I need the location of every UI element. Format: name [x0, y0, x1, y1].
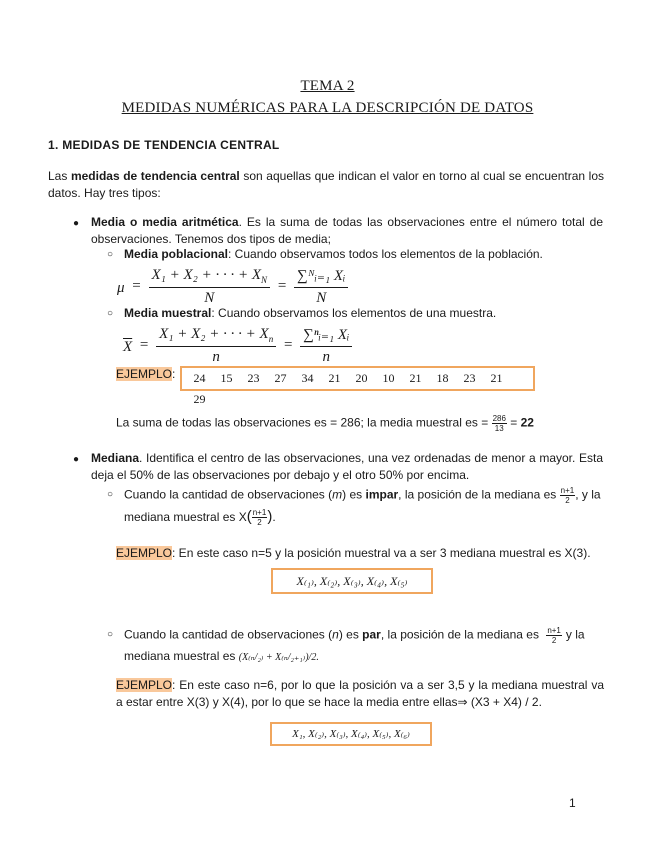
- ejemplo-colon: :: [172, 367, 176, 381]
- par-post2: y la: [565, 627, 585, 642]
- impar-line2-end: .: [272, 510, 276, 524]
- ejemplo-values-box: [180, 366, 535, 406]
- pob-numerator: X₁ + X₂ + · · · + X: [151, 266, 262, 283]
- impar-post2: , y la: [575, 487, 601, 502]
- frac-den: 2: [551, 636, 557, 645]
- mue-sum-fraction: [300, 325, 352, 366]
- media-text: . Es la suma de todas las observaciones entre el número total de observaciones. Tenemos dos tipos de media;: [91, 215, 604, 246]
- section-heading: 1. MEDIDAS DE TENDENCIA CENTRAL: [48, 138, 280, 152]
- value: 10: [382, 371, 395, 385]
- pob-fraction: [149, 267, 271, 307]
- poblacional-line: [124, 246, 543, 263]
- value: 29: [193, 392, 206, 406]
- formula-poblacional: μ = $\frac{X_1 + X_2 + \cdot \cdot \cdot + X_N}{N}$ = $\frac{\text{∑ᴺᵢ₌₁ Xᵢ}}{N}$: [117, 266, 348, 307]
- pob-sum-denominator: N: [316, 290, 327, 306]
- impar-line2-fraction: [252, 508, 268, 527]
- mue-numerator: X₁ + X₂ + · · · + X: [159, 325, 269, 342]
- par-pre: Cuando la cantidad de observaciones (: [124, 627, 333, 642]
- par-bold: par: [362, 627, 381, 642]
- mediana-text: . Identifica el centro de las observaciones, una vez ordenadas de menor a mayor. Esta deja el 50% de las observaciones por debajo y el otro 50% por encima.: [91, 451, 603, 482]
- suma-num: 286: [492, 414, 506, 423]
- mediana-paragraph: [91, 450, 603, 484]
- muestral-label: Media muestral: [124, 306, 212, 320]
- impar-post: , la posición de la mediana es: [398, 487, 557, 502]
- intro-post: son aquellas que indican el valor en torno al cual se encuentran los datos. Hay tres tipos:: [48, 169, 604, 200]
- intro-bold: medidas de tendencia central: [70, 169, 240, 183]
- document-subtitle: MEDIDAS NUMÉRICAS PARA LA DESCRIPCIÓN DE DATOS: [121, 100, 534, 116]
- par-line2: [124, 648, 319, 666]
- value: 21: [490, 371, 503, 385]
- par-formula: (X₍ₙ/₂₎ + X₍ₙ/₂₊₁₎)/2.: [238, 652, 319, 663]
- value: 27: [274, 371, 287, 385]
- frac-den: 2: [565, 496, 570, 505]
- frac-num: n+1: [560, 486, 575, 495]
- mue-fraction: [156, 326, 276, 366]
- ejemplo-impar-box: X₍₁₎, X₍₂₎, X₍₃₎, X₍₄₎, X₍₅₎: [271, 568, 433, 594]
- pob-numerator-sub: N: [261, 274, 268, 285]
- tema-title: TEMA 2: [300, 78, 355, 94]
- media-paragraph: [91, 214, 603, 248]
- value: 23: [247, 371, 260, 385]
- circle-bullet: ○: [107, 249, 114, 260]
- impar-bold: impar: [365, 487, 399, 502]
- par-n: n: [332, 627, 339, 642]
- par-mid: ) es: [338, 627, 363, 642]
- par-line: [124, 626, 585, 645]
- suma-line: [116, 414, 534, 433]
- page-number: 1: [569, 796, 576, 810]
- poblacional-text: : Cuando observamos todos los elementos de la población.: [228, 247, 543, 261]
- xbar-symbol: $\overline{X}$: [123, 338, 133, 355]
- impar-line: [124, 486, 601, 505]
- mu-symbol: μ: [117, 279, 125, 296]
- ejemplo1-text: : En este caso n=5 y la posición muestral va a ser 3 mediana muestral es X(3).: [172, 546, 591, 560]
- value: 24: [193, 371, 206, 385]
- bullet-media: ●: [73, 218, 80, 229]
- par-line2-text: mediana muestral es: [124, 649, 236, 663]
- value: 20: [355, 371, 368, 385]
- intro-paragraph: [48, 168, 604, 202]
- ejemplo-par: [116, 677, 604, 711]
- ejemplo-label-1: [116, 366, 175, 383]
- mue-sum-denominator: n: [322, 349, 331, 365]
- frac-num: n+1: [252, 508, 267, 518]
- impar-pre: Cuando la cantidad de observaciones (: [124, 487, 333, 502]
- pob-sum-fraction: [294, 266, 348, 307]
- value: 23: [463, 371, 476, 385]
- impar-line2: mediana muestral es X( $\frac{n+1}{2}$ ).: [124, 508, 276, 528]
- poblacional-label: Media poblacional: [124, 247, 229, 261]
- value: 15: [220, 371, 233, 385]
- ejemplo-impar: [116, 545, 591, 562]
- circle-bullet: ○: [107, 629, 114, 640]
- frac-num: n+1: [547, 626, 561, 635]
- ejemplo-highlight: EJEMPLO: [116, 546, 173, 560]
- mue-numerator-sub: n: [268, 333, 274, 344]
- formula-muestral: $\overline{X}$ = $\frac{X_1 + X_2 + \cdot \cdot \cdot + X_n}{n}$ = $\frac{\text{∑ⁿᵢ₌₁ Xᵢ}}{n}$: [123, 325, 352, 366]
- ejemplo-highlight: EJEMPLO: [116, 678, 173, 692]
- suma-den: 13: [494, 424, 504, 433]
- value: 18: [436, 371, 449, 385]
- suma-eq: =: [510, 415, 518, 430]
- mediana-label: Mediana: [91, 451, 140, 465]
- impar-fraction: [560, 486, 576, 505]
- mue-sum: ∑ⁿᵢ₌₁ Xᵢ: [300, 325, 352, 347]
- pob-sum: ∑ᴺᵢ₌₁ Xᵢ: [294, 266, 348, 288]
- muestral-line: [124, 305, 496, 322]
- impar-line2-text: mediana muestral es X: [124, 510, 247, 524]
- par-post: , la posición de la mediana es: [380, 627, 539, 642]
- equals: =: [132, 277, 141, 294]
- circle-bullet: ○: [107, 489, 114, 500]
- par-fraction: [546, 626, 562, 645]
- ejemplo2-text: : En este caso n=6, por lo que la posición va a ser 3,5 y la mediana muestral va a estar entre X(3) y X(4), por lo que se hace la media entre ellas⇒ (X3 + X4) / 2.: [116, 678, 604, 709]
- intro-pre: Las: [48, 169, 71, 183]
- pob-denominator: N: [204, 289, 215, 306]
- value: 34: [301, 371, 314, 385]
- value: 21: [409, 371, 422, 385]
- bullet-mediana: ●: [73, 454, 80, 465]
- frac-den: 2: [257, 518, 262, 528]
- muestral-text: : Cuando observamos los elementos de una muestra.: [211, 306, 497, 320]
- impar-m: m: [332, 487, 343, 502]
- value: 21: [328, 371, 341, 385]
- suma-result: 22: [520, 415, 534, 430]
- suma-text: La suma de todas las observaciones es = 286; la media muestral es =: [116, 415, 489, 430]
- impar-mid: ) es: [342, 487, 366, 502]
- media-label: Media o media aritmética: [91, 215, 239, 229]
- ejemplo-highlight: EJEMPLO: [116, 367, 173, 381]
- circle-bullet: ○: [107, 308, 114, 319]
- mue-denominator: n: [212, 348, 220, 365]
- suma-fraction: [492, 414, 507, 433]
- ejemplo-par-box: X₁, X₍₂₎, X₍₃₎, X₍₄₎, X₍₅₎, X₍₆₎: [270, 722, 432, 746]
